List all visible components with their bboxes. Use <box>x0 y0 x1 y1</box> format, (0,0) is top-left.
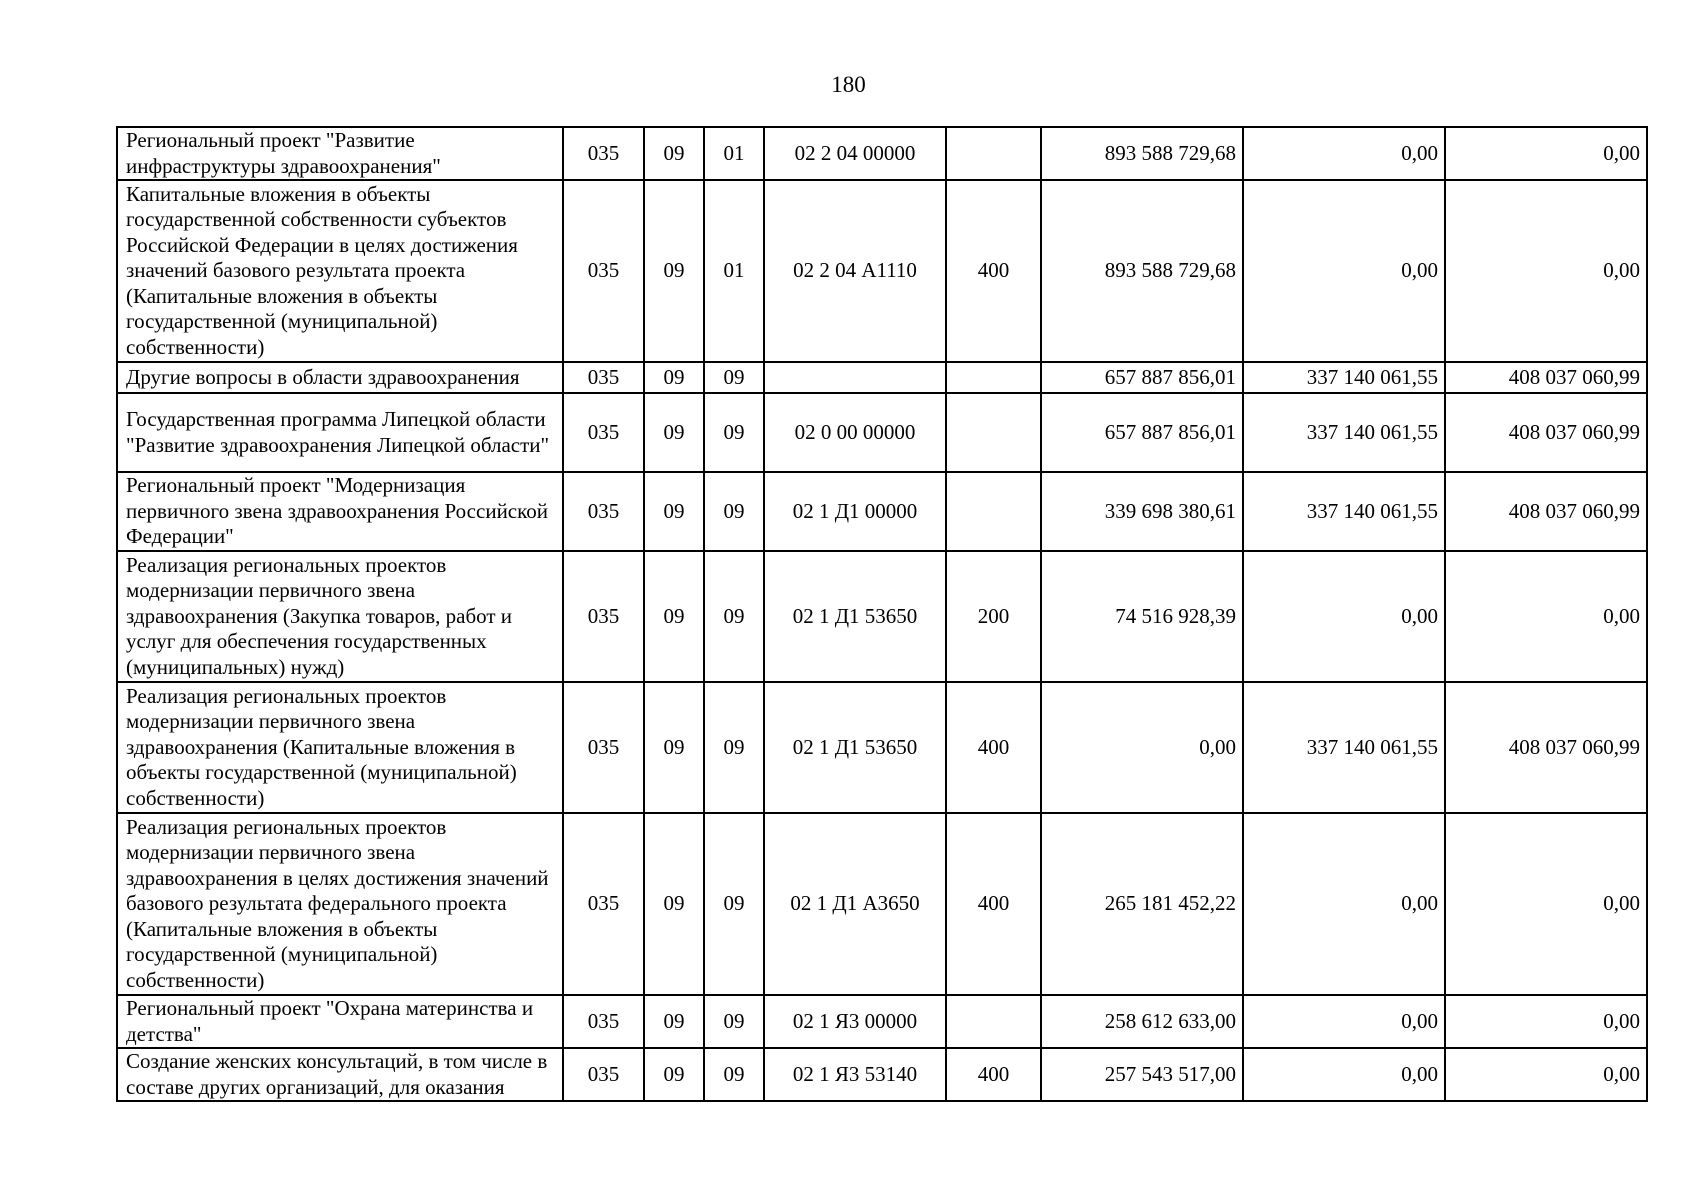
section-code: 09 <box>644 127 704 180</box>
sum-year-3: 0,00 <box>1445 180 1647 362</box>
row-name: Реализация региональных проектов модернизации первичного звена здравоохранения (Закупка товаров, работ и услуг для обеспечения государственных (муниципальных) нужд) <box>117 551 563 682</box>
sum-year-3: 0,00 <box>1445 127 1647 180</box>
section-code: 09 <box>644 393 704 472</box>
ministry-code: 035 <box>563 995 644 1048</box>
table-row <box>117 1048 1647 1101</box>
table-row <box>117 393 1647 472</box>
ministry-code: 035 <box>563 551 644 682</box>
expense-type <box>946 472 1041 551</box>
sum-year-1: 0,00 <box>1041 682 1243 813</box>
sum-year-1: 893 588 729,68 <box>1041 127 1243 180</box>
sum-year-2: 337 140 061,55 <box>1243 362 1445 393</box>
section-code: 09 <box>644 362 704 393</box>
subsection-code: 09 <box>704 362 764 393</box>
sum-year-1: 257 543 517,00 <box>1041 1048 1243 1101</box>
ministry-code: 035 <box>563 393 644 472</box>
ministry-code: 035 <box>563 1048 644 1101</box>
table-row <box>117 551 1647 682</box>
row-name: Региональный проект "Развитие инфраструктуры здравоохранения" <box>117 127 563 180</box>
subsection-code: 09 <box>704 472 764 551</box>
row-name: Реализация региональных проектов модернизации первичного звена здравоохранения в целях достижения значений базового результата федерального проекта (Капитальные вложения в объекты государственной (муниципальной) собственности) <box>117 813 563 995</box>
table-row <box>117 362 1647 393</box>
subsection-code: 09 <box>704 551 764 682</box>
row-name: Государственная программа Липецкой области "Развитие здравоохранения Липецкой области" <box>117 393 563 472</box>
subsection-code: 09 <box>704 393 764 472</box>
table-row <box>117 180 1647 362</box>
target-article: 02 1 Я3 00000 <box>764 995 946 1048</box>
sum-year-1: 258 612 633,00 <box>1041 995 1243 1048</box>
target-article: 02 1 Д1 53650 <box>764 682 946 813</box>
target-article: 02 1 Д1 А3650 <box>764 813 946 995</box>
ministry-code: 035 <box>563 362 644 393</box>
sum-year-2: 0,00 <box>1243 180 1445 362</box>
expense-type: 400 <box>946 682 1041 813</box>
row-name: Региональный проект "Модернизация первичного звена здравоохранения Российской Федерации" <box>117 472 563 551</box>
page-number: 180 <box>831 72 866 97</box>
sum-year-3: 0,00 <box>1445 551 1647 682</box>
row-name: Региональный проект "Охрана материнства и детства" <box>117 995 563 1048</box>
row-name: Капитальные вложения в объекты государственной собственности субъектов Российской Федерации в целях достижения значений базового результата проекта (Капитальные вложения в объекты государственной (муниципальной) собственности) <box>117 180 563 362</box>
sum-year-1: 657 887 856,01 <box>1041 393 1243 472</box>
target-article <box>764 362 946 393</box>
ministry-code: 035 <box>563 127 644 180</box>
subsection-code: 01 <box>704 127 764 180</box>
target-article: 02 1 Д1 00000 <box>764 472 946 551</box>
target-article: 02 1 Я3 53140 <box>764 1048 946 1101</box>
subsection-code: 09 <box>704 813 764 995</box>
expense-type <box>946 995 1041 1048</box>
sum-year-1: 893 588 729,68 <box>1041 180 1243 362</box>
table-row <box>117 682 1647 813</box>
expense-type <box>946 127 1041 180</box>
section-code: 09 <box>644 551 704 682</box>
table-row <box>117 813 1647 995</box>
section-code: 09 <box>644 682 704 813</box>
expense-type <box>946 362 1041 393</box>
budget-table <box>116 126 1648 1102</box>
section-code: 09 <box>644 180 704 362</box>
subsection-code: 09 <box>704 682 764 813</box>
expense-type: 400 <box>946 1048 1041 1101</box>
expense-type: 400 <box>946 813 1041 995</box>
sum-year-2: 0,00 <box>1243 127 1445 180</box>
row-name: Создание женских консультаций, в том числе в составе других организаций, для оказания <box>117 1048 563 1101</box>
sum-year-2: 337 140 061,55 <box>1243 393 1445 472</box>
sum-year-2: 0,00 <box>1243 551 1445 682</box>
sum-year-1: 339 698 380,61 <box>1041 472 1243 551</box>
target-article: 02 2 04 А1110 <box>764 180 946 362</box>
sum-year-3: 408 037 060,99 <box>1445 472 1647 551</box>
ministry-code: 035 <box>563 682 644 813</box>
ministry-code: 035 <box>563 472 644 551</box>
subsection-code: 09 <box>704 995 764 1048</box>
subsection-code: 01 <box>704 180 764 362</box>
sum-year-3: 0,00 <box>1445 995 1647 1048</box>
expense-type <box>946 393 1041 472</box>
section-code: 09 <box>644 1048 704 1101</box>
row-name: Реализация региональных проектов модернизации первичного звена здравоохранения (Капитальные вложения в объекты государственной (муниципальной) собственности) <box>117 682 563 813</box>
section-code: 09 <box>644 472 704 551</box>
section-code: 09 <box>644 813 704 995</box>
sum-year-2: 0,00 <box>1243 995 1445 1048</box>
table-row <box>117 995 1647 1048</box>
sum-year-3: 0,00 <box>1445 1048 1647 1101</box>
expense-type: 400 <box>946 180 1041 362</box>
sum-year-1: 657 887 856,01 <box>1041 362 1243 393</box>
row-name: Другие вопросы в области здравоохранения <box>117 362 563 393</box>
target-article: 02 1 Д1 53650 <box>764 551 946 682</box>
table-row <box>117 127 1647 180</box>
sum-year-1: 74 516 928,39 <box>1041 551 1243 682</box>
sum-year-3: 408 037 060,99 <box>1445 682 1647 813</box>
target-article: 02 0 00 00000 <box>764 393 946 472</box>
section-code: 09 <box>644 995 704 1048</box>
subsection-code: 09 <box>704 1048 764 1101</box>
sum-year-3: 0,00 <box>1445 813 1647 995</box>
sum-year-3: 408 037 060,99 <box>1445 362 1647 393</box>
table-row <box>117 472 1647 551</box>
sum-year-2: 0,00 <box>1243 813 1445 995</box>
target-article: 02 2 04 00000 <box>764 127 946 180</box>
expense-type: 200 <box>946 551 1041 682</box>
sum-year-2: 0,00 <box>1243 1048 1445 1101</box>
ministry-code: 035 <box>563 813 644 995</box>
sum-year-1: 265 181 452,22 <box>1041 813 1243 995</box>
sum-year-2: 337 140 061,55 <box>1243 472 1445 551</box>
sum-year-2: 337 140 061,55 <box>1243 682 1445 813</box>
sum-year-3: 408 037 060,99 <box>1445 393 1647 472</box>
ministry-code: 035 <box>563 180 644 362</box>
